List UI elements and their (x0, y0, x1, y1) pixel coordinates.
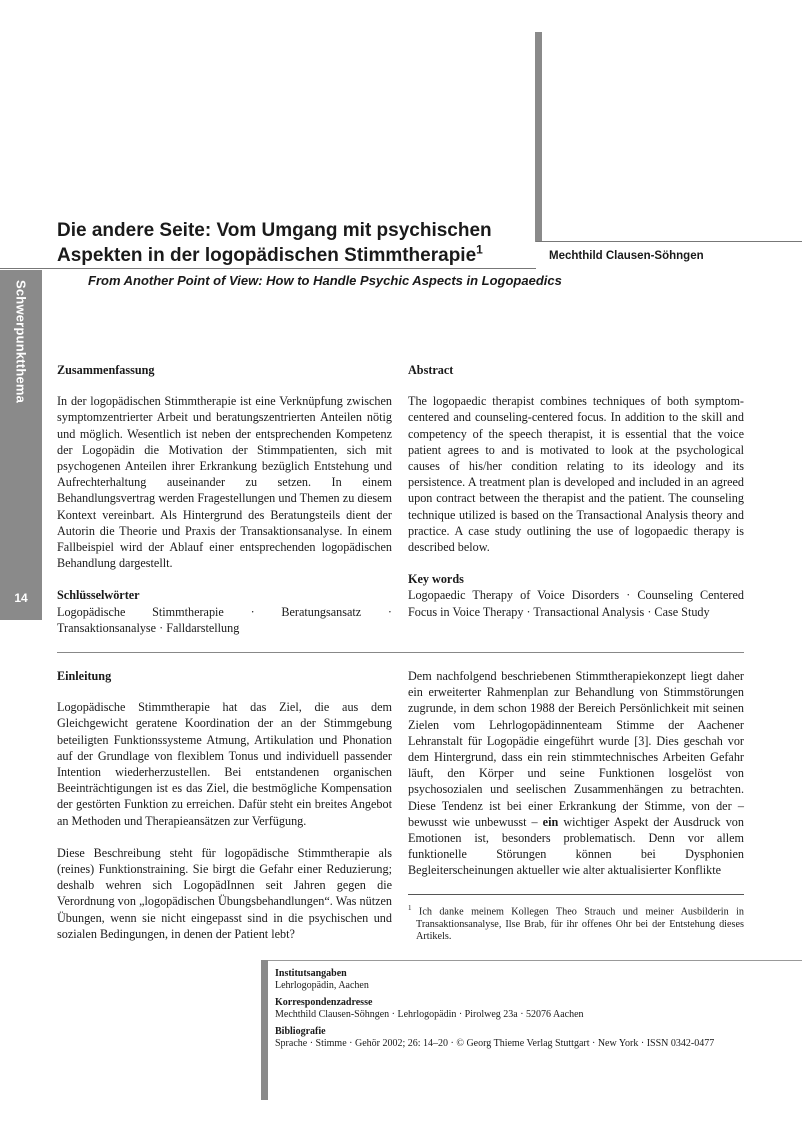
keywords-text: Logopaedic Therapy of Voice Disorders · Counseling Centered Focus in Voice Therapy · Transactional Analysis · Case Study (408, 588, 744, 619)
zusammenfassung-heading: Zusammenfassung (57, 363, 155, 377)
title-footnote-mark: 1 (476, 242, 483, 257)
institut-block (275, 968, 775, 991)
zusammenfassung-text: In der logopädischen Stimmtherapie ist eine Verknüpfung zwischen symptomzentrierter Arbeit und beratungszentrierten Anteilen nötig und möglich. Wesentlich ist neben der entsprechenden Kompetenz der Logopädin die Motivation der Stimmpatienten, sich mit psychogenen Anteilen ihrer Erkrankung bezüglich Entstehung und Aufrechterhaltung auseinander zu setzen. In einem Behandlungsvertrag werden Fragestellungen und Themen zu diesem Kontext vereinbart. Als Hintergrund des Beratungsteils dient der Autorin die Theorie und Praxis der Transaktionsanalyse. In einem Fallbeispiel wird der Ablauf einer entsprechenden logopädischen Behandlung dargestellt. (57, 394, 392, 571)
info-rule (268, 960, 802, 961)
korrespondenz-block (275, 997, 775, 1020)
footnote (408, 902, 744, 944)
bibliografie-label: Bibliografie (275, 1026, 326, 1037)
paragraph-3-text-a: Dem nachfolgend beschriebenen Stimmtherapiekonzept liegt daher ein erweiterter Rahmenplan zur Behandlung von Stimmstörungen zugrunde, in dem schon 1988 der Bereich Persönlichkeit mit seinen Zielen vom Lehrlogopädinnenteam Stimme der Aachener Lehranstalt für Logopädie eingeführt wurde [3]. Dies geschah vor dem Hintergrund, dass ein rein stimmtechnisches Arbeiten Gefahr läuft, den Körper und seine Funktionen losgelöst von psychosozialen und seelischen Zusammenhängen zu betrachten. Diese Tendenz ist bei einer Erkrankung der Stimme, von der – bewusst wie unbewusst – (408, 669, 744, 829)
page-number: 14 (14, 591, 28, 605)
einleitung-paragraph-1: Logopädische Stimmtherapie hat das Ziel, die aus dem Gleichgewicht geratene Koordination der an der Stimmgebung beteiligten Funktionssysteme Atmung, Artikulation und Phonation auf der Grundlage von flexiblem Tonus und individuell passender Intention wiederherzustellen. Bei entstandenen organischen Beeinträchtigungen ist es das Ziel, die bestmögliche Kompensation der gestörten Funktion zu erreichen. Dafür steht ein breites Angebot an Methoden und Therapieansätzen zur Verfügung. (57, 700, 392, 828)
section-tab (0, 270, 42, 620)
paragraph-3-bold-word: ein (542, 814, 559, 829)
section-divider (57, 652, 744, 653)
institut-value: Lehrlogopädin, Aachen (275, 979, 369, 991)
abstract-heading: Abstract (408, 363, 454, 377)
english-subtitle: From Another Point of View: How to Handle Psychic Aspects in Logopaedics (88, 273, 562, 288)
paragraph-3-text-b: wichtiger Aspekt der Ausdruck von Emotionen ist, besonders problematisch. Denn vor allem funktionelle Störungen können bei Dysphonien Begleiterscheinungen aktueller wie alter aktualisierter Konflikte (408, 814, 744, 878)
footnote-text (408, 902, 744, 944)
bibliografie-block (275, 1026, 775, 1049)
german-summary-column (57, 362, 392, 636)
title-line-2-text: Aspekten in der logopädischen Stimmtherapie (57, 245, 477, 266)
bibliografie-value: Sprache · Stimme · Gehör 2002; 26: 14–20 · © Georg Thieme Verlag Stuttgart · New York · ISSN 0342-0477 (275, 1037, 715, 1049)
einleitung-heading: Einleitung (57, 669, 112, 683)
schluesselwoerter-heading: Schlüsselwörter (57, 588, 140, 603)
article-info-box (275, 968, 775, 1055)
title-rule (0, 268, 536, 269)
korrespondenz-value: Mechthild Clausen-Söhngen · Lehrlogopädin · Pirolweg 23a · 52076 Aachen (275, 1008, 584, 1020)
title-line-1: Die andere Seite: Vom Umgang mit psychischen (57, 220, 492, 241)
keywords-heading: Key words (408, 572, 464, 587)
article-title (57, 218, 527, 268)
einleitung-paragraph-2: Diese Beschreibung steht für logopädische Stimmtherapie als (reines) Funktionstraining. Sie birgt die Gefahr einer Reduzierung; deshalb wehren sich LogopädInnen seit Jahren gegen die Verordnung von „logopädischen Übungsbehandlungen“. Was nützen Übungen, wenn sie nicht eingepasst sind in die psychischen und sozialen Bedingungen, in denen der Patient lebt? (57, 845, 392, 941)
einleitung-paragraph-3 (408, 668, 744, 879)
abstract-text: The logopaedic therapist combines techniques of both symptom-centered and counseling-centered focus. In addition to the skill and competency of the speech therapist, it is essential that the voice patient agrees to and is motivated to look at the psychological causes of his/her condition relating to its ideology and its persistence. A treatment plan is developed and included in an agreed upon contract between the therapist and the patient. The counseling technique utilized is based on the Transactional Analysis theory and practice. A case study outlining the use of logopaedic therapy is described below. (408, 394, 744, 555)
title-line-2 (57, 243, 527, 268)
einleitung-column-right (408, 668, 744, 879)
footnote-mark: 1 (408, 904, 412, 912)
author-name: Mechthild Clausen-Söhngen (549, 250, 704, 262)
korrespondenz-label: Korrespondenzadresse (275, 997, 373, 1008)
author-rule (536, 241, 802, 242)
einleitung-column-left (57, 668, 392, 942)
footnote-body: Ich danke meinem Kollegen Theo Strauch und meiner Ausbilderin in Transaktionsanalyse, Ilse Brab, für ihr offenes Ohr bei der Entstehung dieses Artikels. (416, 906, 745, 943)
section-tab-label: Schwerpunktthema (13, 280, 29, 404)
top-vertical-bar (535, 32, 542, 242)
footnote-rule (408, 894, 744, 895)
english-abstract-column (408, 362, 744, 620)
bottom-vertical-bar (261, 960, 268, 1100)
schluesselwoerter-text: Logopädische Stimmtherapie · Beratungsansatz · Transaktionsanalyse · Falldarstellung (57, 604, 392, 635)
institut-label: Institutsangaben (275, 968, 347, 979)
